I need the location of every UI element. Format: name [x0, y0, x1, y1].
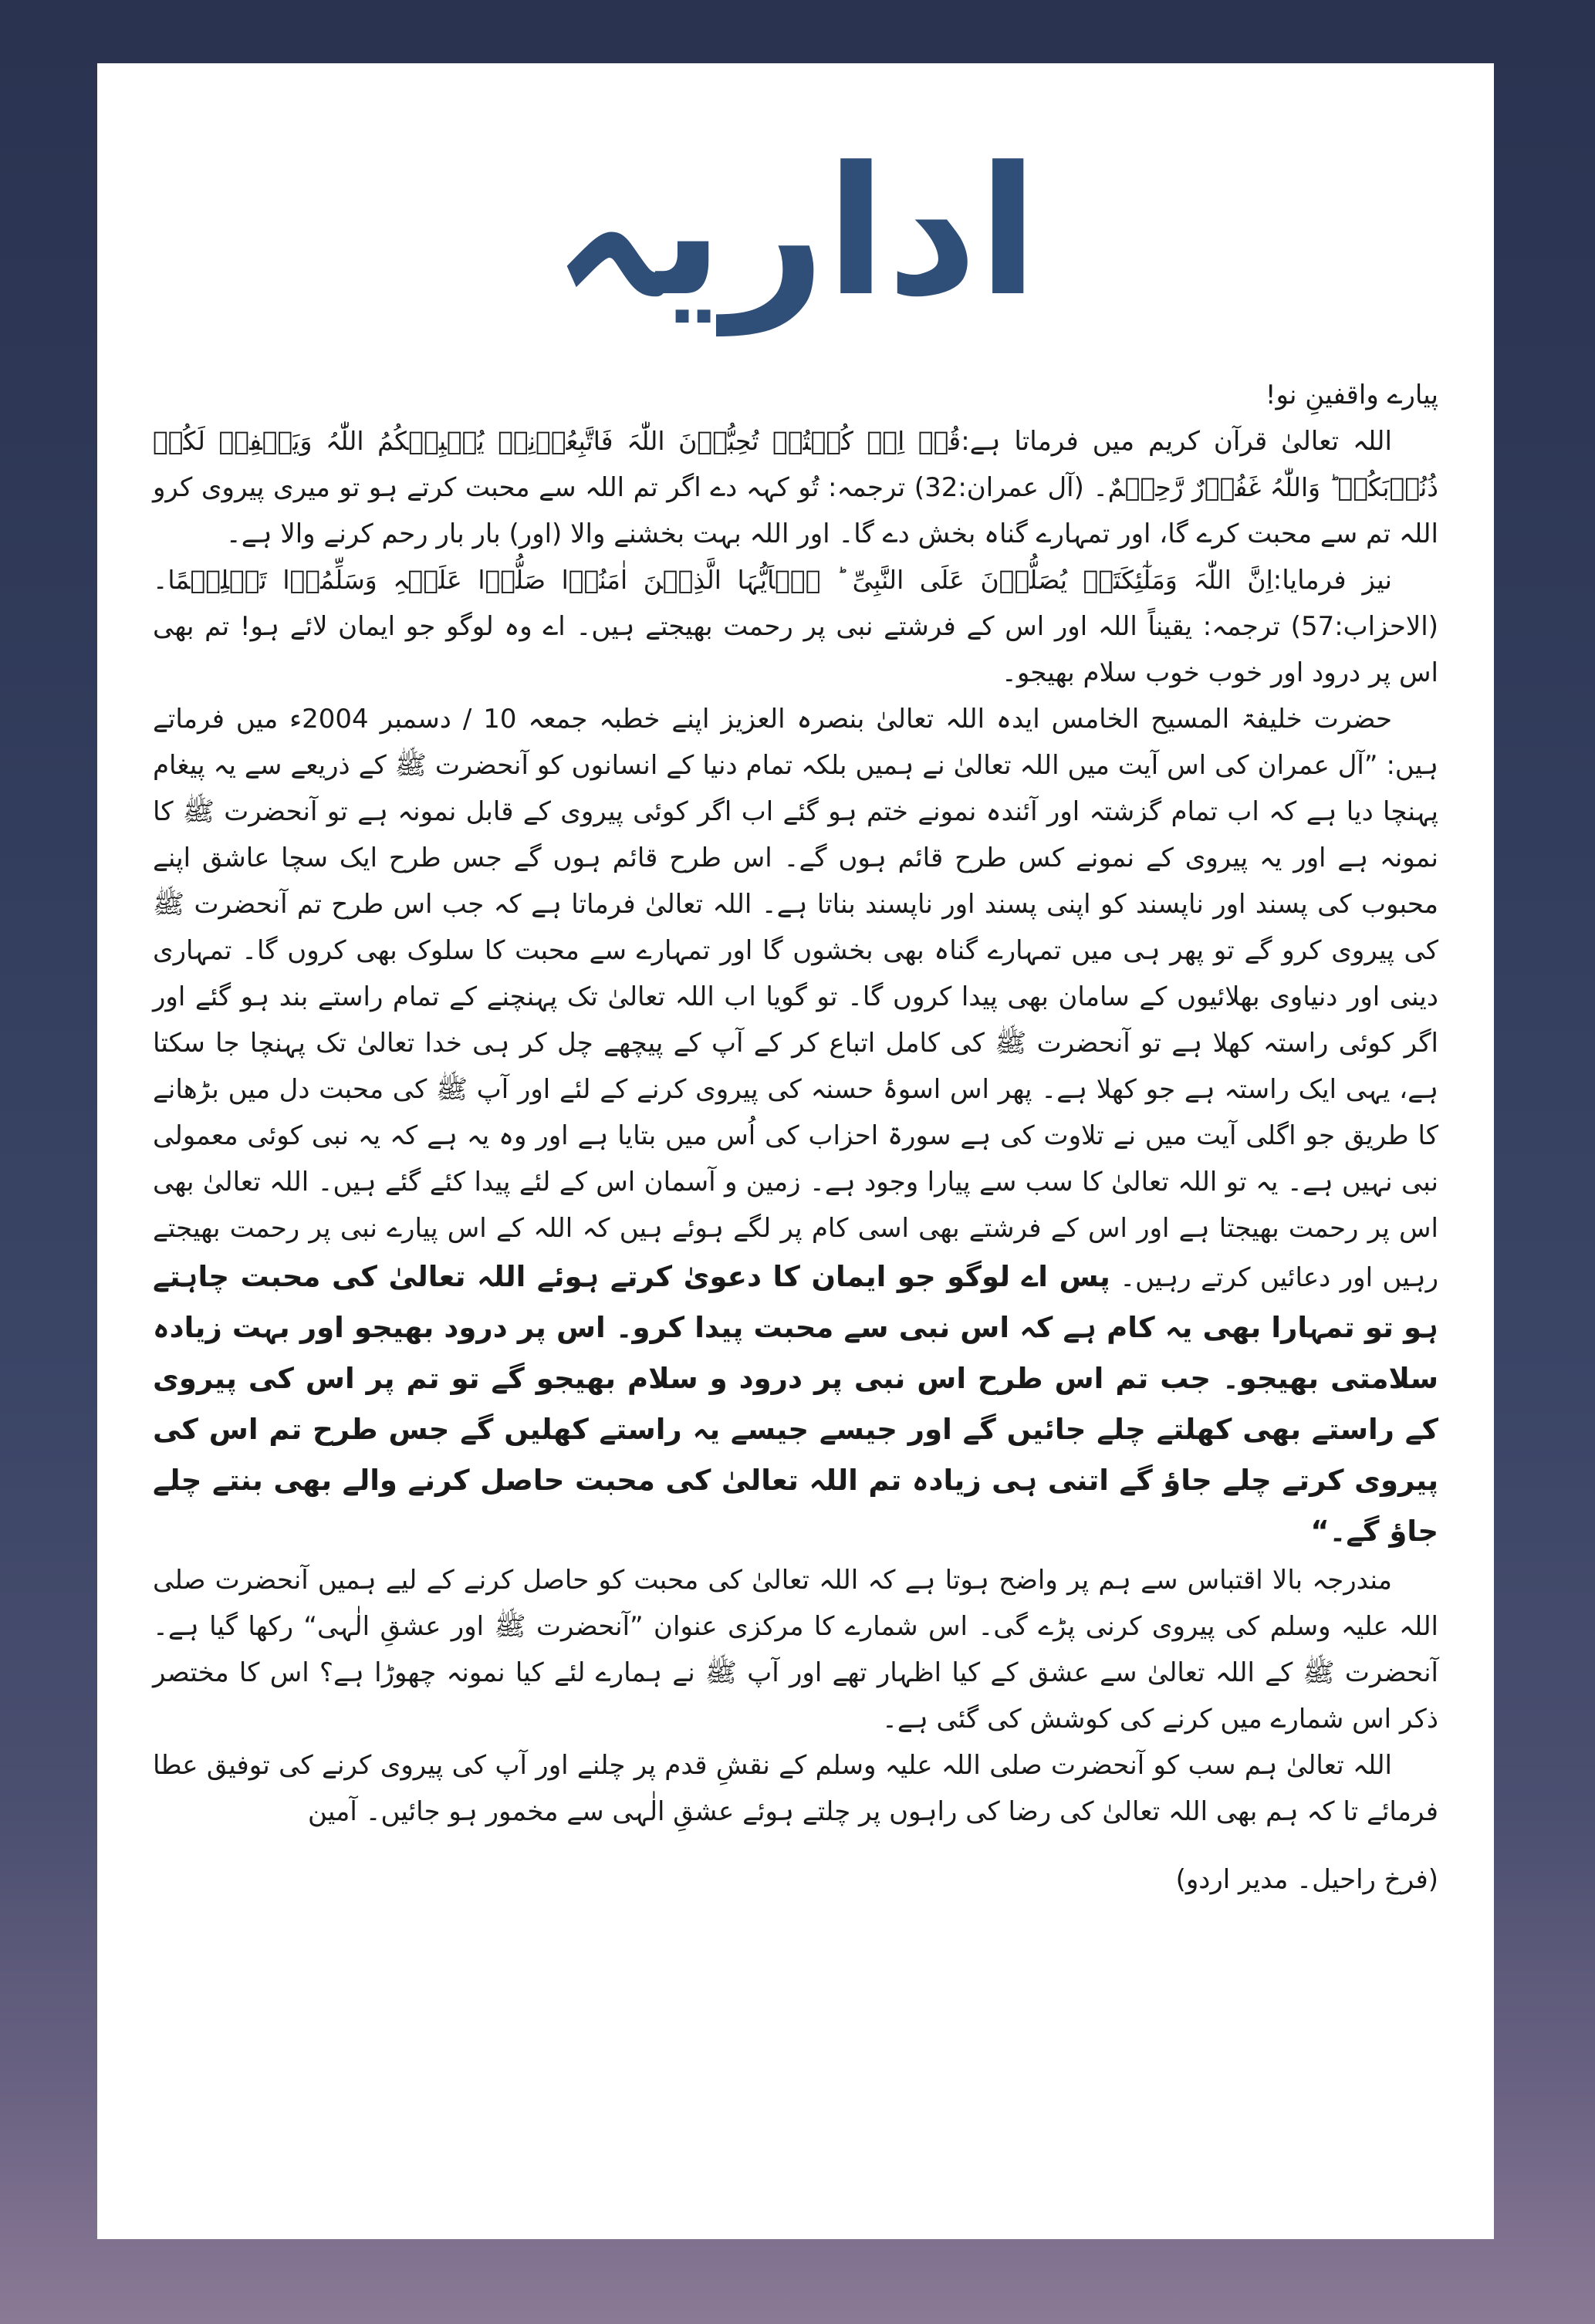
article-body [153, 372, 1438, 1903]
paragraph-intro: نیز فرمایا: [1272, 565, 1392, 596]
paragraph-intro: اللہ تعالیٰ قرآن کریم میں فرماتا ہے: [961, 426, 1392, 457]
editor-signature: (فرخ راحیل۔ مدیر اردو) [1175, 1864, 1438, 1895]
page-title: اداریہ [553, 130, 1039, 336]
quote-bold-text: پس اے لوگو جو ایمان کا دعویٰ کرتے ہوئے اللہ تعالیٰ کی محبت چاہتے ہو تو تمہارا بھی یہ کام ہے کہ اس نبی سے محبت پیدا کرو۔ اس پر درود بھیجو اور بہت زیادہ سلامتی بھیجو۔ جب تم اس طرح اس نبی پر درود و سلام بھیجو گے تو تم پر اس کی پیروی کے راستے بھی کھلتے چلے جائیں گے اور جیسے جیسے یہ راستے کھلیں گے جس طرح تم اس کی پیروی کرتے چلے جاؤ گے اتنی ہی زیادہ تم اللہ تعالیٰ کی محبت حاصل کرنے والے بھی بنتے چلے جاؤ گے۔“ [153, 1260, 1438, 1548]
salutation: پیارے واقفینِ نو! [1265, 380, 1438, 410]
paragraph-quran-1 [153, 418, 1438, 557]
editorial-page [97, 63, 1494, 2239]
summary-text: مندرجہ بالا اقتباس سے ہم پر واضح ہوتا ہے کہ اللہ تعالیٰ کی محبت کو حاصل کرنے کے لیے ہمیں آنحضرت صلی اللہ علیہ وسلم کی پیروی کرنی پڑے گی۔ اس شمارے کا مرکزی عنوان ”آنحضرت ﷺ اور عشقِ الٰہی“ رکھا گیا ہے۔ آنحضرت ﷺ کے اللہ تعالیٰ سے عشق کے کیا اظہار تھے اور آپ ﷺ نے ہمارے لئے کیا نمونہ چھوڑا ہے؟ اس کا مختصر ذکر اس شمارے میں کرنے کی کوشش کی گئی ہے۔ [153, 1565, 1438, 1735]
quran-verse: اِنَّ اللّٰہَ وَمَلٰٓئِکَتَہٗ یُصَلُّوۡنَ عَلَی النَّبِیِّ ؕ یٰۤاَیُّہَا الَّذِیۡنَ اٰمَنُوۡا صَلُّوۡا عَلَیۡہِ وَسَلِّمُوۡا تَسۡلِیۡمًا۔ [153, 565, 1273, 595]
quote-text: حضرت خلیفۃ المسیح الخامس ایدہ اللہ تعالیٰ بنصرہ العزیز اپنے خطبہ جمعہ 10 / دسمبر 2004ء میں فرماتے ہیں: ”آل عمران کی اس آیت میں اللہ تعالیٰ نے ہمیں بلکہ تمام دنیا کے انسانوں کو آنحضرت ﷺ کے ذریعے سے یہ پیغام پہنچا دیا ہے کہ اب تمام گزشتہ اور آئندہ نمونے ختم ہو گئے اب اگر کوئی پیروی کے قابل نمونہ ہے تو آنحضرت ﷺ کا نمونہ ہے اور یہ پیروی کے نمونے کس طرح قائم ہوں گے۔ اس طرح قائم ہوں گے جس طرح ایک سچا عاشق اپنے محبوب کی پسند اور ناپسند کو اپنی پسند اور ناپسند بناتا ہے۔ اللہ تعالیٰ فرماتا ہے کہ جب اس طرح تم آنحضرت ﷺ کی پیروی کرو گے تو پھر ہی میں تمہارے گناہ بھی بخشوں گا اور تمہارے سے محبت کا سلوک بھی کروں گا۔ تمہاری دینی اور دنیاوی بھلائیوں کے سامان بھی پیدا کروں گا۔ تو گویا اب اللہ تعالیٰ تک پہنچنے کے تمام راستے بند ہو گئے اور اگر کوئی راستہ کھلا ہے تو آنحضرت ﷺ کی کامل اتباع کر کے آپ کے پیچھے چل کر ہی خدا تعالیٰ تک پہنچا جا سکتا ہے، یہی ایک راستہ ہے جو کھلا ہے۔ پھر اس اسوۂ حسنہ کی پیروی کرنے کے لئے اور آپ ﷺ کی محبت دل میں بڑھانے کا طریق جو اگلی آیت میں نے تلاوت کی ہے سورۃ احزاب کی اُس میں بتایا ہے اور وہ یہ ہے کہ یہ نبی کوئی معمولی نبی نہیں ہے۔ یہ تو اللہ تعالیٰ کا سب سے پیارا وجود ہے۔ زمین و آسمان اس کے لئے پیدا کئے گئے ہیں۔ اللہ تعالیٰ بھی اس پر رحمت بھیجتا ہے اور اس کے فرشتے بھی اسی کام پر لگے ہوئے ہیں کہ اللہ کے اس پیارے نبی پر رحمت بھیجتے رہیں اور دعائیں کرتے رہیں۔ [153, 704, 1438, 1293]
paragraph-prayer [153, 1742, 1438, 1835]
prayer-text: اللہ تعالیٰ ہم سب کو آنحضرت صلی اللہ علیہ وسلم کے نقشِ قدم پر چلنے اور آپ کی پیروی کرنے کی توفیق عطا فرمائے تا کہ ہم بھی اللہ تعالیٰ کی رضا کی راہوں پر چلتے ہوئے عشقِ الٰہی سے مخمور ہو جائیں۔ آمین [153, 1750, 1438, 1827]
quran-verse: قُلۡ اِنۡ کُنۡتُمۡ تُحِبُّوۡنَ اللّٰہَ فَاتَّبِعُوۡنِیۡ یُحۡبِبۡکُمُ اللّٰہُ وَیَغۡفِرۡ لَکُمۡ ذُنُوۡبَکُمۡ ؕ وَاللّٰہُ غَفُوۡرٌ رَّحِیۡمٌ۔ [153, 426, 1438, 502]
paragraph-quran-2 [153, 557, 1438, 696]
verse-translation: (آل عمران:32) ترجمہ: تُو کہہ دے اگر تم اللہ سے محبت کرتے ہو تو میری پیروی کرو اللہ تم سے محبت کرے گا، اور تمہارے گناہ بخش دے گا۔ اور اللہ بہت بخشنے والا (اور) بار بار رحم کرنے والا ہے۔ [153, 472, 1438, 549]
verse-translation: (الاحزاب:57) ترجمہ: یقیناً اللہ اور اس کے فرشتے نبی پر رحمت بھیجتے ہیں۔ اے وہ لوگو جو ایمان لائے ہو! تم بھی اس پر درود اور خوب خوب سلام بھیجو۔ [153, 611, 1438, 688]
paragraph-khutba-quote [153, 696, 1438, 1557]
paragraph-summary [153, 1557, 1438, 1742]
